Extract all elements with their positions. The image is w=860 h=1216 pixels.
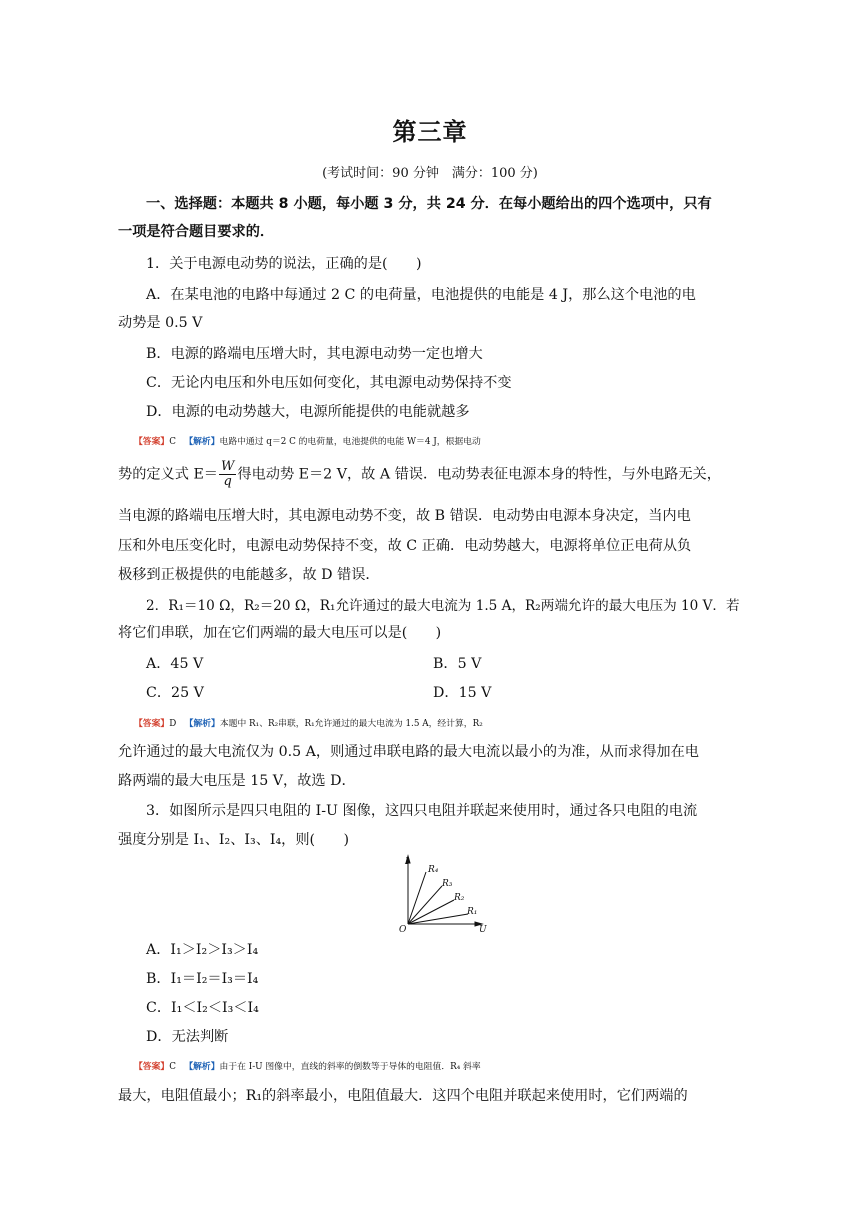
q1-answer: C [169, 437, 176, 447]
q1-stem: 1．关于电源电动势的说法，正确的是( ) [146, 256, 422, 272]
fraction-numerator: W [221, 459, 235, 474]
emf-fraction [219, 460, 236, 489]
r3-line [408, 886, 442, 924]
q2-option-c: C．25 V [146, 685, 204, 701]
q2-stem-2: 将它们串联，加在它们两端的最大电压可以是( ) [118, 625, 442, 641]
i-axis-label: I [405, 857, 409, 867]
q3-option-b: B．I₁＝I₂＝I₃＝I₄ [146, 971, 259, 987]
answer-tag: 【答案】 [134, 437, 170, 447]
q1-analysis-3: 当电源的路端电压增大时，其电源电动势不变，故 B 错误．电动势由电源本身决定，当内电 [118, 508, 691, 524]
q1-analysis-1: 电路中通过 q＝2 C 的电荷量，电池提供的电能 W＝4 J，根据电动 [219, 437, 481, 447]
q1-option-d: D．电源的电动势越大，电源所能提供的电能就越多 [146, 404, 470, 420]
q2-answer: D [169, 719, 177, 729]
q2-option-d: D．15 V [433, 685, 492, 701]
q1-analysis-2-post: 得电动势 E＝2 V，故 A 错误．电动势表征电源本身的特性，与外电路无关， [237, 466, 721, 483]
q1-analysis-5: 极移到正极提供的电能越多，故 D 错误． [118, 567, 380, 583]
q3-stem-1: 3．如图所示是四只电阻的 I-U 图像，这四只电阻并联起来使用时，通过各只电阻的电流 [146, 803, 698, 819]
r1-label: R₁ [467, 907, 478, 917]
exam-info: (考试时间：90 分钟 满分：100 分) [322, 166, 538, 181]
iu-graph-figure [396, 854, 488, 934]
u-axis-label: U [479, 925, 487, 934]
analysis-tag: 【解析】 [184, 719, 220, 729]
q3-analysis-2: 最大，电阻值最小；R₁的斜率最小，电阻值最大．这四个电阻并联起来使用时，它们两端的 [118, 1088, 688, 1104]
q1-option-a: A．在某电池的电路中每通过 2 C 的电荷量，电池提供的电能是 4 J，那么这个电池的电 [146, 287, 696, 303]
analysis-tag: 【解析】 [184, 1062, 220, 1072]
q1-option-b: B．电源的路端电压增大时，其电源电动势一定也增大 [146, 346, 483, 362]
q2-option-a: A．45 V [146, 656, 204, 672]
q2-analysis-2: 允许通过的最大电流仅为 0.5 A，则通过串联电路的最大电流以最小的为准，从而求得加在电 [118, 744, 699, 760]
q1-option-a-cont: 动势是 0.5 V [118, 315, 203, 331]
answer-tag: 【答案】 [134, 1062, 170, 1072]
q1-analysis-2-pre: 势的定义式 E＝ [118, 466, 218, 483]
q3-stem-2: 强度分别是 I₁、I₂、I₃、I₄，则( ) [118, 832, 349, 848]
q3-option-a: A．I₁＞I₂＞I₃＞I₄ [146, 942, 259, 958]
answer-tag: 【答案】 [134, 719, 170, 729]
q2-answer-line [134, 714, 758, 734]
q3-option-d: D．无法判断 [146, 1029, 229, 1045]
q3-analysis-1: 由于在 I-U 图像中，直线的斜率的倒数等于导体的电阻值．R₄ 斜率 [219, 1062, 481, 1072]
q2-stem-1: 2．R₁＝10 Ω，R₂＝20 Ω，R₁允许通过的最大电流为 1.5 A，R₂两端允许的最大电压为 10 V．若 [146, 598, 740, 614]
section-heading-line1: 一、选择题：本题共 8 小题，每小题 3 分，共 24 分．在每小题给出的四个选项中，只有 [146, 196, 712, 212]
q2-option-b: B．5 V [433, 656, 482, 672]
q3-answer-line [134, 1057, 758, 1077]
section-heading-line2: 一项是符合题目要求的． [118, 224, 275, 240]
q1-analysis-4: 压和外电压变化时，电源电动势保持不变，故 C 正确．电动势越大，电源将单位正电荷从负 [118, 538, 692, 554]
origin-label: O [399, 925, 407, 934]
fraction-denominator: q [223, 474, 232, 489]
q3-answer: C [169, 1062, 176, 1072]
q1-option-c: C．无论内电压和外电压如何变化，其电源电动势保持不变 [146, 375, 512, 391]
chapter-title: 第三章 [392, 118, 468, 146]
analysis-tag: 【解析】 [184, 437, 220, 447]
r3-label: R₃ [442, 879, 453, 889]
q2-analysis-1: 本题中 R₁、R₂串联，R₁允许通过的最大电流为 1.5 A，经计算，R₂ [219, 719, 483, 729]
q3-option-c: C．I₁＜I₂＜I₃＜I₄ [146, 1000, 259, 1016]
q1-analysis-line2 [118, 460, 742, 489]
r2-label: R₂ [454, 893, 465, 903]
r4-label: R₄ [428, 865, 439, 875]
q1-answer-line [134, 432, 758, 452]
q2-analysis-3: 路两端的最大电压是 15 V，故选 D． [118, 773, 356, 789]
